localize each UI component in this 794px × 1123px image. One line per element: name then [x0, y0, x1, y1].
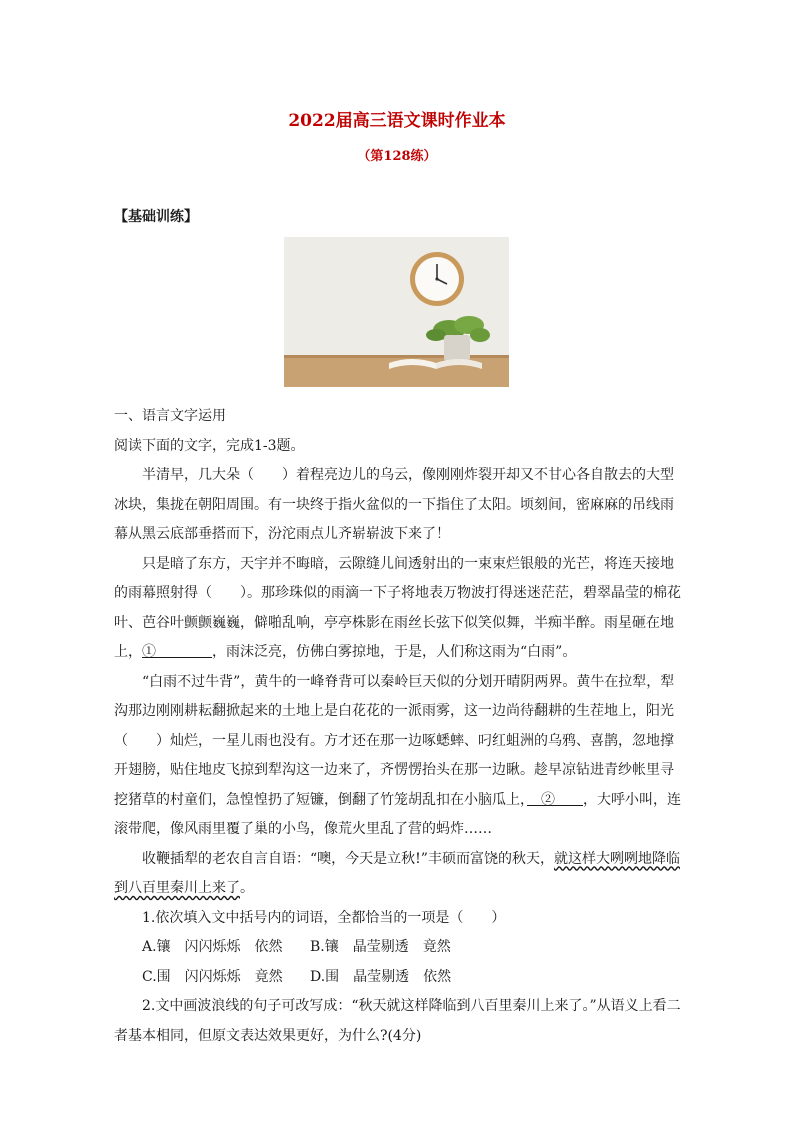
question-1-options-row-2: [114, 963, 686, 993]
part-title: 一、语言文字运用: [114, 408, 226, 424]
page-subtitle: （第128练）: [357, 149, 437, 164]
passage-paragraph-1: 半清早，几大朵（ ）着程亮边儿的乌云，像刚刚炸裂开却又不甘心各自散去的大型冰块，集拢在朝阳周围。有一块终于指火盆似的一下指住了太阳。顷刻间，密麻麻的吊线雨幕从黑云底部垂搭而下，汾沱雨点儿齐崭崭波下来了！: [114, 467, 674, 542]
blank-1: ①: [142, 644, 212, 660]
option-a: A.镶 闪闪烁烁 依然: [142, 939, 283, 955]
option-c: C.围 闪闪烁烁 竟然: [142, 968, 283, 985]
passage-p2-end: ，雨沫泛亮，仿佛白雾掠地，于是，人们称这雨为“白雨”。: [212, 644, 577, 660]
question-1-options-row-1: [114, 933, 686, 963]
passage-p3-end: ，大呼小叫，连滚带爬，像风雨里覆了巢的小鸟，像荒火里乱了营的蚂炸……: [114, 791, 681, 837]
page-title: 2022届高三语文课时作业本: [288, 111, 506, 131]
photo-illustration: [284, 237, 509, 387]
wavy-underlined-sentence: 就这样大咧咧地降临到八百里秦川上来了: [114, 850, 680, 896]
passage-p3-text: “白雨不过牛背”，黄牛的一峰脊背可以秦岭巨天似的分划开晴阴两界。黄牛在拉犁，犁沟那边刚刚耕耘翻掀起来的土地上是白花花的一派雨雾，这一边尚待翻耕的生茬地上，阳光（ ）灿烂，一星儿雨也没有。方才还在那一边啄蟋蟀、叼红蛆洲的乌鸦、喜鹊，忽地撑开翅膀，贴住地皮飞掠到犁沟这一边来了，齐愣愣抬头在那一边瞅。趁早凉钻进青纱帐里寻挖猪草的村童们，急惶惶扔了短镰，倒翻了竹笼胡乱扣在小脑瓜上，: [114, 673, 675, 808]
passage-p4-end: 。: [240, 880, 254, 896]
option-d: D.围 晶莹剔透 依然: [310, 968, 452, 985]
passage-p2-text: 只是暗了东方，天宇并不晦暗，云隙缝儿间透射出的一束束烂银般的光芒，将连天接地的雨幕照射得（ ）。那珍珠似的雨滴一下子将地表万物波打得迷迷茫茫，碧翠晶莹的棉花叶、芭谷叶颤颤巍巍，僻啪乱响，亭亭株影在雨丝长弦下似笑似舞，半痴半醉。雨星砸在地上，: [114, 555, 681, 660]
clock-plant-photo: [284, 237, 509, 387]
instruction: 阅读下面的文字，完成1-3题。: [114, 437, 305, 454]
blank-2: ②: [527, 791, 583, 808]
question-1: 1.依次填入文中括号内的词语，全都恰当的一项是（ ）: [142, 909, 506, 926]
passage-p4-text: 收鞭插犁的老农自言自语：“噢，今天是立秋!”丰硕而富饶的秋天，: [142, 850, 554, 867]
passage-paragraph-4: [114, 845, 686, 904]
passage-paragraph-3: [114, 668, 686, 845]
passage-paragraph-2: [114, 550, 686, 668]
section-heading: 【基础训练】: [114, 209, 198, 225]
wall-clock-icon: [410, 252, 464, 306]
option-b: B.镶 晶莹剔透 竟然: [310, 939, 451, 955]
reading-content: [114, 402, 686, 1051]
question-2: 2.文中画波浪线的句子可改写成：“秋天就这样降临到八百里秦川上来了。”从语义上看二者基本相同，但原文表达效果更好，为什么?(4分): [114, 998, 681, 1044]
